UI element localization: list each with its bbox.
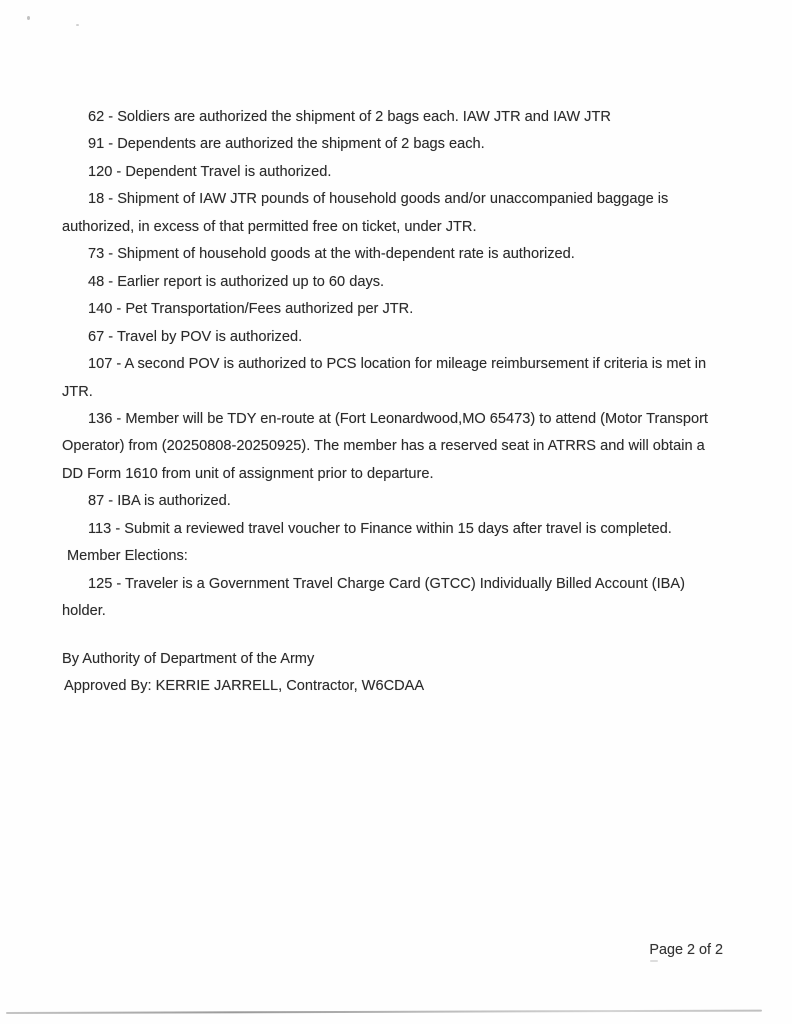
item-87 <box>62 488 752 515</box>
scan-speck <box>76 24 79 26</box>
text-line: 140 - Pet Transportation/Fees authorized per JTR. <box>88 301 414 318</box>
item-136 <box>62 406 752 488</box>
text-line: 48 - Earlier report is authorized up to 60 days. <box>88 273 385 290</box>
text-line: 107 - A second POV is authorized to PCS location for mileage reimbursement if criteria is met in <box>88 356 707 373</box>
page-number: Page 2 of 2 <box>649 942 723 958</box>
text-line: holder. <box>62 603 106 620</box>
scan-edge-line <box>6 1010 762 1014</box>
item-140 <box>62 296 752 323</box>
text-line: 120 - Dependent Travel is authorized. <box>88 163 332 180</box>
item-67 <box>62 324 752 351</box>
item-18 <box>62 186 752 241</box>
item-91 <box>62 131 752 158</box>
authority-line <box>62 646 752 673</box>
scan-speck <box>27 16 30 20</box>
text-line: JTR. <box>62 383 93 400</box>
item-120 <box>62 159 752 186</box>
text-line: 73 - Shipment of household goods at the with-dependent rate is authorized. <box>88 246 575 263</box>
scan-speck <box>650 960 658 962</box>
member-elections-heading <box>62 543 752 570</box>
text-line: 67 - Travel by POV is authorized. <box>88 328 303 345</box>
text-line: 91 - Dependents are authorized the shipment of 2 bags each. <box>88 136 485 153</box>
item-125 <box>62 571 752 626</box>
item-62 <box>62 104 752 131</box>
text-line: DD Form 1610 from unit of assignment prior to departure. <box>62 465 434 482</box>
text-line: 113 - Submit a reviewed travel voucher to Finance within 15 days after travel is completed. <box>88 520 672 537</box>
approved-by-line <box>62 673 752 700</box>
text-line: Operator) from (20250808-20250925). The member has a reserved seat in ATRRS and will obtain a <box>62 438 705 455</box>
text-line: authorized, in excess of that permitted free on ticket, under JTR. <box>62 218 477 235</box>
text-line: By Authority of Department of the Army <box>62 650 315 667</box>
item-73 <box>62 241 752 268</box>
item-107 <box>62 351 752 406</box>
text-line: 62 - Soldiers are authorized the shipment of 2 bags each. IAW JTR and IAW JTR <box>88 109 611 125</box>
text-line: 18 - Shipment of IAW JTR pounds of household goods and/or unaccompanied baggage is <box>88 191 669 208</box>
text-line: 125 - Traveler is a Government Travel Charge Card (GTCC) Individually Billed Account (IBA) <box>88 575 685 592</box>
item-48 <box>62 269 752 296</box>
item-113 <box>62 516 752 543</box>
text-line: 87 - IBA is authorized. <box>88 493 231 510</box>
document-body <box>62 104 752 701</box>
text-line: Approved By: KERRIE JARRELL, Contractor, W6CDAA <box>64 678 425 695</box>
text-line: Member Elections: <box>67 548 188 565</box>
text-line: 136 - Member will be TDY en-route at (Fort Leonardwood,MO 65473) to attend (Motor Transport <box>88 410 708 427</box>
